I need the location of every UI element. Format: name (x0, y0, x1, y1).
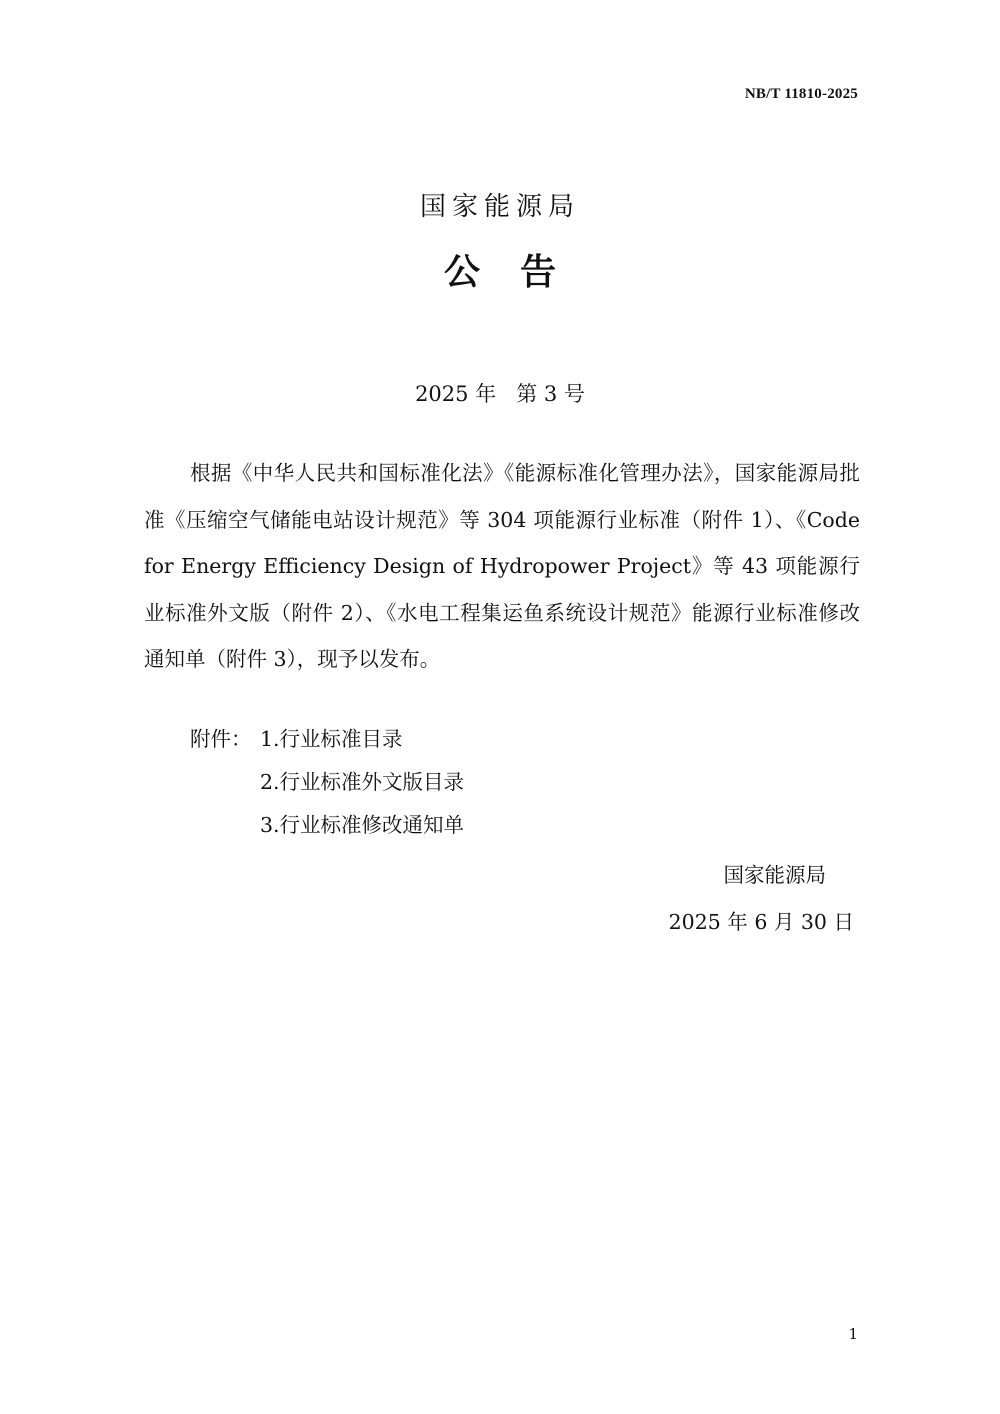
attachment-list (190, 718, 464, 847)
issuer-heading: 国家能源局 (419, 192, 580, 222)
attachment-item (190, 804, 464, 847)
attachment-item-text: 3.行业标准修改通知单 (260, 813, 465, 837)
page-number: 1 (848, 1325, 858, 1343)
notice-body: 根据《中华人民共和国标准化法》《能源标准化管理办法》，国家能源局批准《压缩空气储能电站设计规范》等 304 项能源行业标准（附件 1）、《Code for Energy Efficiency Design of Hydropower Project》等 43 项能源行业标准外文版（附件 2）、《水电工程集运鱼系统设计规范》能源行业标准修改通知单（附件 3），现予以发布。 (144, 461, 860, 671)
signer-name: 国家能源局 (723, 863, 826, 887)
signature-date: 2025 年 6 月 30 日 (668, 910, 854, 934)
standard-code: NB/T 11810-2025 (744, 86, 858, 102)
attachment-item (190, 718, 464, 761)
attachment-label: 附件： (190, 727, 252, 751)
attachment-item-text: 1.行业标准目录 (260, 727, 403, 751)
notice-title: 公告 (443, 252, 596, 293)
attachment-item-text: 2.行业标准外文版目录 (260, 770, 465, 794)
attachment-item (190, 761, 464, 804)
document-number: 2025 年 第 3 号 (415, 382, 585, 406)
